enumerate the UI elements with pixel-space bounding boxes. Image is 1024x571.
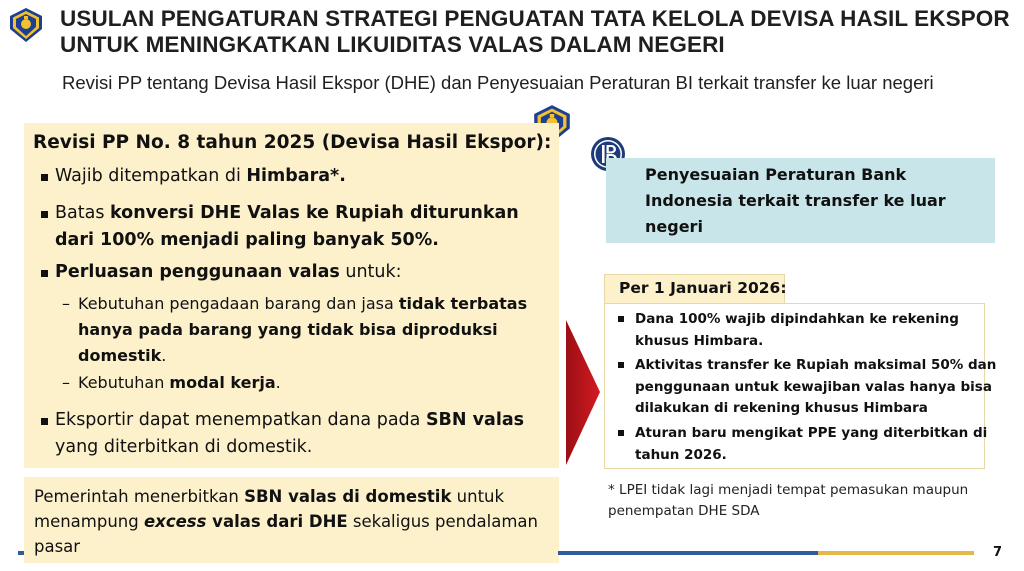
dash-icon: – (62, 294, 70, 313)
government-sbn-note: Pemerintah menerbitkan SBN valas di domestik untuk menampung excess valas dari DHE sekaligus pendalaman pasar (24, 477, 559, 563)
title-line-1: USULAN PENGATURAN STRATEGI PENGUATAN TATA KELOLA DEVISA HASIL EKSPOR (60, 6, 1010, 31)
right-arrow-icon (566, 320, 600, 465)
panel-title: Revisi PP No. 8 tahun 2025 (Devisa Hasil Ekspor): (33, 132, 552, 153)
header-line-3: negeri (645, 217, 703, 236)
bullet-sbn-valas: Eksportir dapat menempatkan dana pada SBN valas yang diterbitkan di domestik. (55, 407, 524, 461)
footer-line-blue (558, 551, 818, 555)
bullet-square-icon (618, 430, 624, 436)
bullet-conversion-limit: Batas konversi DHE Valas ke Rupiah diturunkan dari 100% menjadi paling banyak 50%. (55, 200, 519, 254)
page-title (60, 6, 1010, 58)
dash-icon: – (62, 373, 70, 392)
bullet-square-icon (41, 174, 48, 181)
bi-item-ppe-2026: Aturan baru mengikat PPE yang diterbitkan di tahun 2026. (635, 423, 987, 466)
page-number: 7 (993, 545, 1003, 560)
footer-accent (18, 551, 24, 555)
bullet-square-icon (41, 211, 48, 218)
sub-bullet-procurement: – Kebutuhan pengadaan barang dan jasa tidak terbatas hanya pada barang yang tidak bisa diproduksi domestik. (78, 291, 527, 369)
header-line-2: Indonesia terkait transfer ke luar (645, 191, 946, 210)
bullet-square-icon (618, 316, 624, 322)
effective-date-label: Per 1 Januari 2026: (604, 274, 785, 304)
bullet-himbara: Wajib ditempatkan di Himbara*. (55, 163, 346, 190)
page-subtitle: Revisi PP tentang Devisa Hasil Ekspor (DHE) dan Penyesuaian Peraturan BI terkait transfer ke luar negeri (62, 72, 934, 93)
sub-bullet-working-capital: – Kebutuhan modal kerja. (78, 370, 281, 396)
bi-regulation-header (606, 158, 995, 243)
bi-item-rupiah-limit: Aktivitas transfer ke Rupiah maksimal 50% dan penggunaan untuk kewajiban valas hanya bisa dilakukan di rekening khusus Himbara (635, 355, 996, 420)
bullet-square-icon (41, 270, 48, 277)
footnote: * LPEI tidak lagi menjadi tempat pemasukan maupun penempatan DHE SDA (608, 482, 969, 519)
bullet-forex-usage: Perluasan penggunaan valas untuk: (55, 259, 402, 286)
footer-line-gold (818, 551, 974, 555)
bi-item-transfer-himbara: Dana 100% wajib dipindahkan ke rekening khusus Himbara. (635, 309, 959, 352)
bullet-square-icon (41, 418, 48, 425)
title-line-2: UNTUK MENINGKATKAN LIKUIDITAS VALAS DALAM NEGERI (60, 32, 725, 57)
header-line-1: Penyesuaian Peraturan Bank (645, 165, 907, 184)
dhe-revision-panel (24, 123, 559, 468)
kemenkeu-emblem-icon (8, 7, 44, 43)
bullet-square-icon (618, 362, 624, 368)
bi-regulation-details (604, 303, 997, 469)
